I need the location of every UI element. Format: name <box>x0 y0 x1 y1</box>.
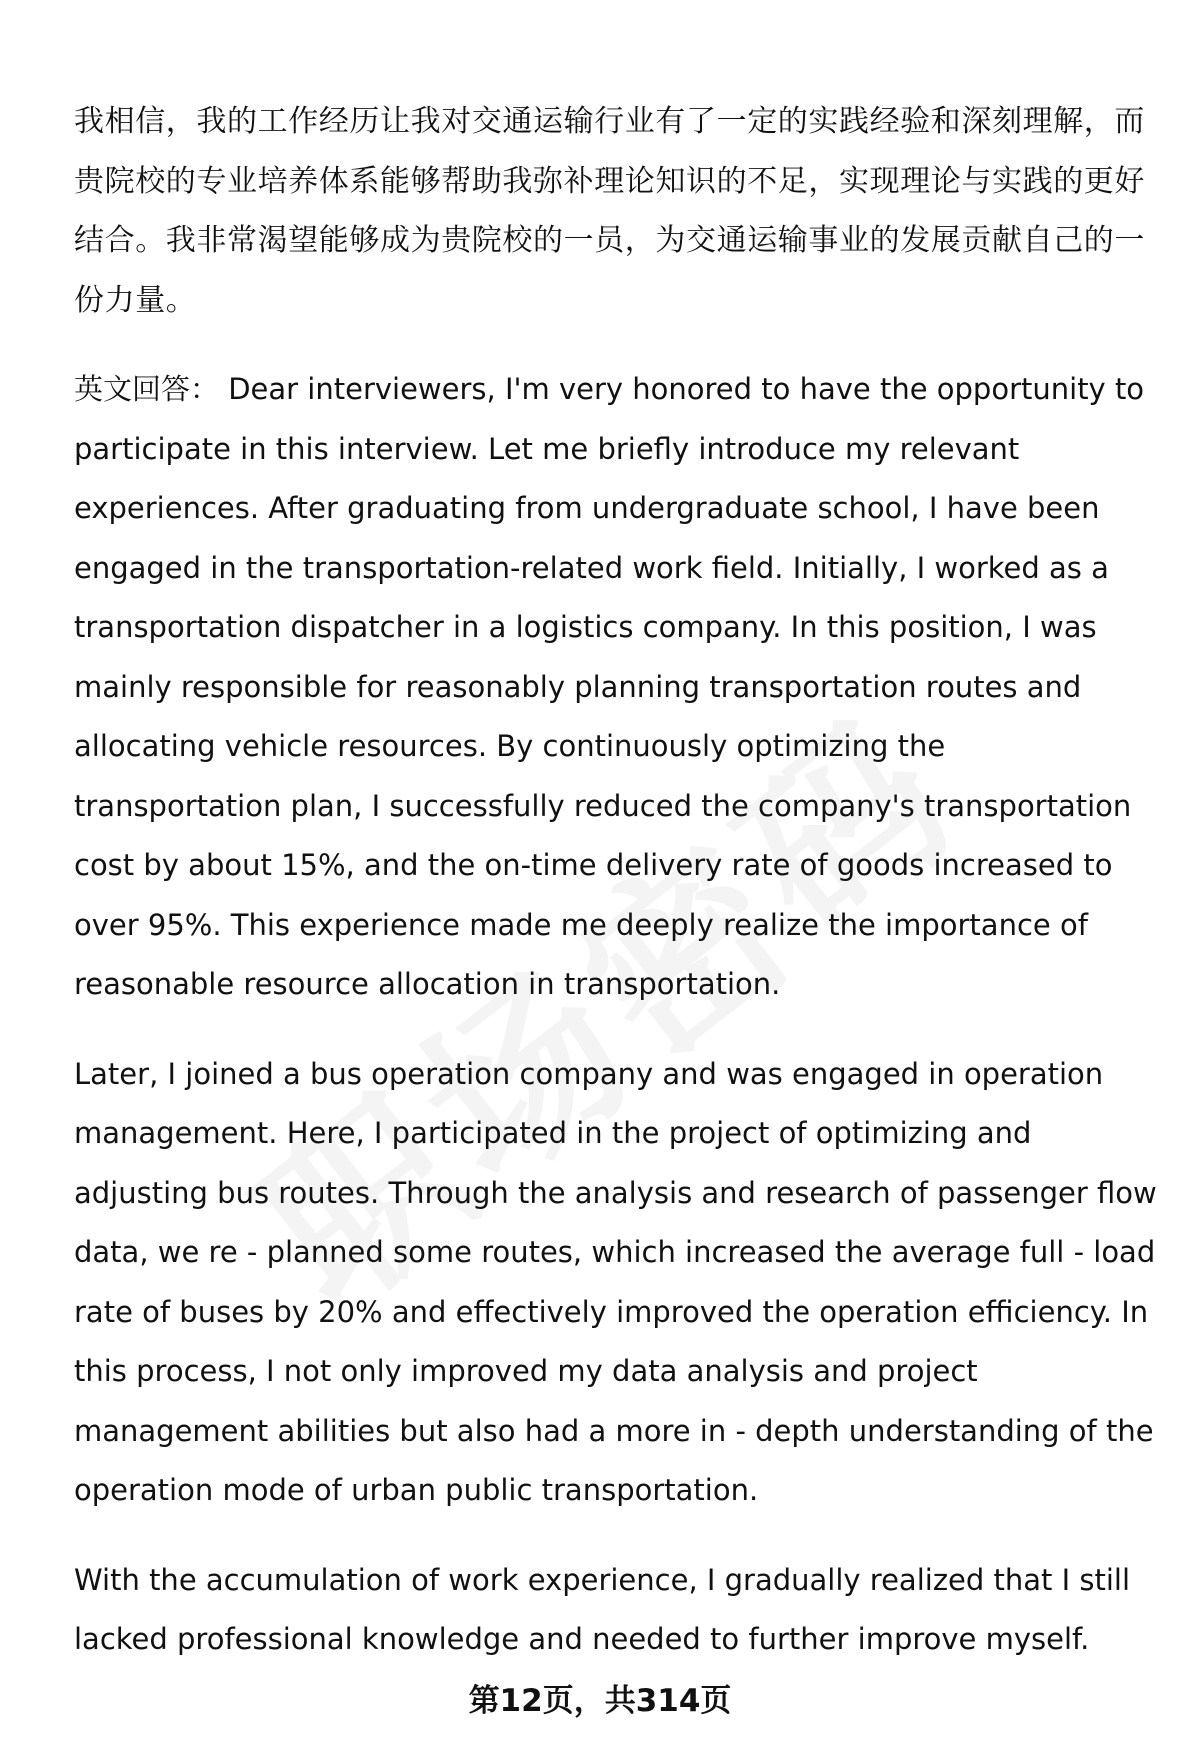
paragraph-chinese-summary: 我相信，我的工作经历让我对交通运输行业有了一定的实践经验和深刻理解，而贵院校的专业培养体系能够帮助我弥补理论知识的不足，实现理论与实践的更好结合。我非常渴望能够成为贵院校的一员，为交通运输事业的发展贡献自己的一份力量。 <box>74 104 1145 318</box>
paragraph-work-experience-reflection: With the accumulation of work experience, I gradually realized that I still lacked professional knowledge and needed to further improve myself. <box>74 1562 1131 1656</box>
paragraph-bus-operation-experience: Later, I joined a bus operation company and was engaged in operation management. Here, I participated in the project of optimizing and adjusting bus routes. Through the analysis and research of passenger flow data, we re - planned some routes, which increased the average full - load rate of buses by 20% and effectively improved the operation efficiency. In this process, I not only improved my data analysis and project management abilities but also had a more in - depth understanding of the operation mode of urban public transportation. <box>74 1056 1157 1507</box>
paragraph-english-answer-intro: 英文回答： Dear interviewers, I'm very honored to have the opportunity to participate in this interview. Let me briefly introduce my relevant experiences. After graduating from undergraduate school, I have been engaged in the transportation-related work field. Initially, I worked as a transportation dispatcher in a logistics company. In this position, I was mainly responsible for reasonably planning transportation routes and allocating vehicle resources. By continuously optimizing the transportation plan, I successfully reduced the company's transportation cost by about 15%, and the on-time delivery rate of goods increased to over 95%. This experience made me deeply realize the importance of reasonable resource allocation in transportation. <box>74 372 1145 1001</box>
document-body <box>74 92 1160 1670</box>
page-number: 第12页，共314页 <box>468 1683 732 1719</box>
